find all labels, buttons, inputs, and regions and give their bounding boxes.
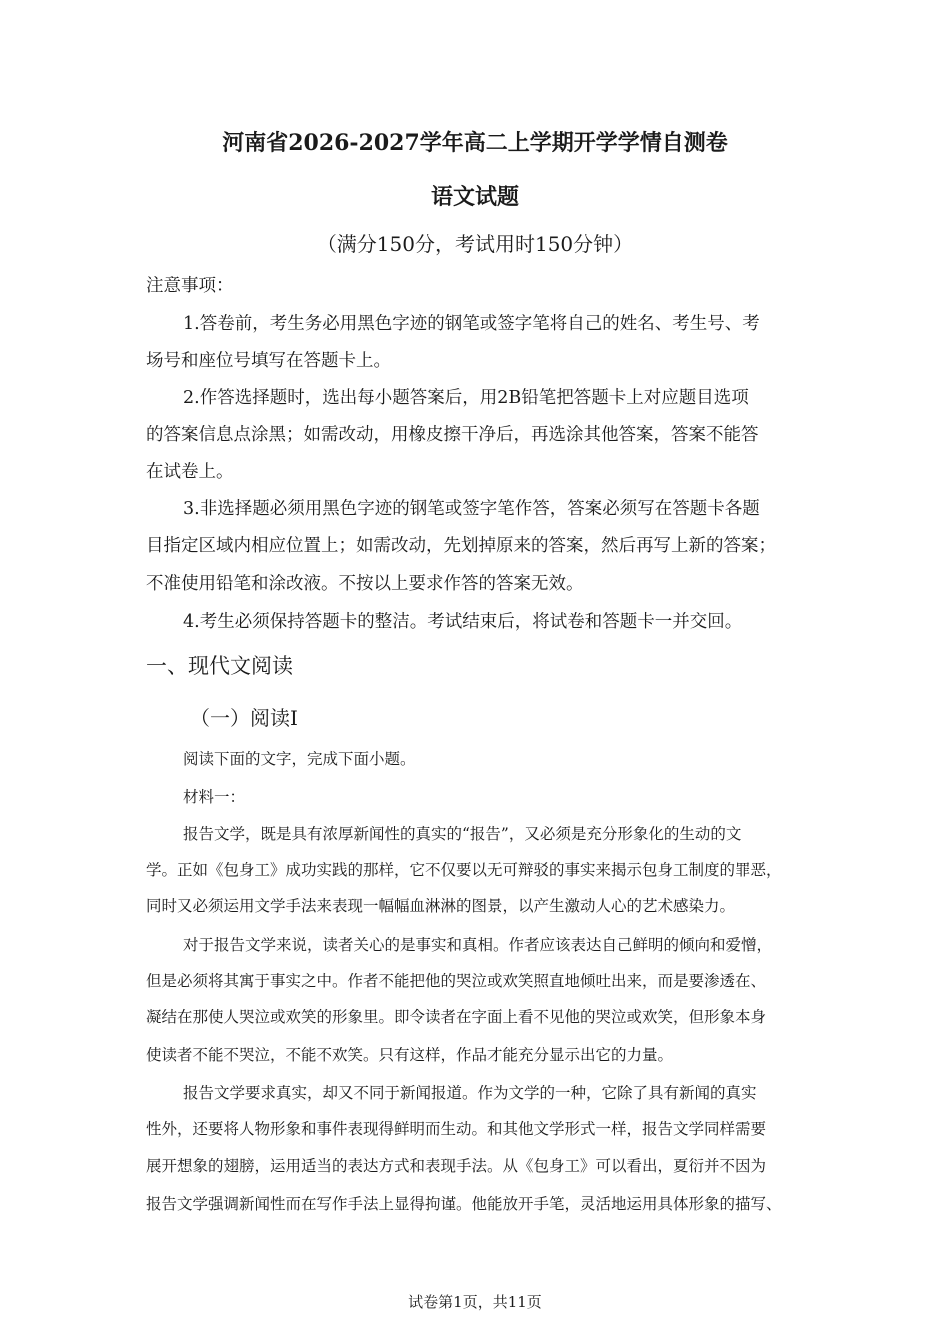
body-line: 报告文学强调新闻性而在写作手法上显得拘谨。他能放开手笔，灵活地运用具体形象的描写、	[146, 1195, 782, 1213]
notice-line: 4.考生必须保持答题卡的整洁。考试结束后，将试卷和答题卡一并交回。	[183, 612, 743, 632]
notice-line: 2.作答选择题时，选出每小题答案后，用2B铅笔把答题卡上对应题目选项	[183, 388, 749, 408]
body-line: 使读者不能不哭泣，不能不欢笑。只有这样，作品才能充分显示出它的力量。	[146, 1046, 674, 1064]
notice-line: 3.非选择题必须用黑色字迹的钢笔或签字笔作答，答案必须写在答题卡各题	[183, 499, 760, 519]
body-line: 凝结在那使人哭泣或欢笑的形象里。即令读者在字面上看不见他的哭泣或欢笑，但形象本身	[146, 1008, 767, 1026]
page-footer: 试卷第1页，共11页	[408, 1293, 542, 1311]
body-line: 但是必须将其寓于事实之中。作者不能把他的哭泣或欢笑照直地倾吐出来，而是要渗透在、	[146, 972, 767, 990]
body-line: 展开想象的翅膀，运用适当的表达方式和表现手法。从《包身工》可以看出，夏衍并不因为	[146, 1157, 767, 1175]
reading-instruction: 阅读下面的文字，完成下面小题。	[183, 750, 416, 768]
body-line: 对于报告文学来说，读者关心的是事实和真相。作者应该表达自己鲜明的倾向和爱憎，	[183, 936, 773, 954]
body-line: 报告文学要求真实，却又不同于新闻报道。作为文学的一种，它除了具有新闻的真实	[183, 1084, 757, 1102]
exam-title: 河南省2026-2027学年高二上学期开学学情自测卷	[222, 130, 728, 156]
section-heading: 一、现代文阅读	[146, 654, 293, 678]
notice-line: 的答案信息点涂黑；如需改动，用橡皮擦干净后，再选涂其他答案，答案不能答	[146, 425, 759, 445]
notice-heading: 注意事项：	[146, 276, 234, 296]
notice-line: 1.答卷前，考生务必用黑色字迹的钢笔或签字笔将自己的姓名、考生号、考	[183, 314, 760, 334]
material-label: 材料一：	[183, 788, 246, 806]
notice-line: 在试卷上。	[146, 462, 234, 482]
body-line: 同时又必须运用文学手法来表现一幅幅血淋淋的图景，以产生激动人心的艺术感染力。	[146, 897, 736, 915]
body-line: 学。正如《包身工》成功实践的那样，它不仅要以无可辩驳的事实来揭示包身工制度的罪恶，	[146, 861, 782, 879]
notice-line: 目指定区域内相应位置上；如需改动，先划掉原来的答案，然后再写上新的答案；	[146, 536, 776, 556]
body-line: 性外，还要将人物形象和事件表现得鲜明而生动。和其他文学形式一样，报告文学同样需要	[146, 1120, 767, 1138]
subject-title: 语文试题	[430, 184, 519, 210]
body-line: 报告文学，既是具有浓厚新闻性的真实的“报告”，又必须是充分形象化的生动的文	[183, 825, 742, 843]
subsection-heading: （一）阅读Ⅰ	[190, 706, 298, 730]
notice-line: 场号和座位号填写在答题卡上。	[146, 351, 391, 371]
exam-info: （满分150分，考试用时150分钟）	[316, 232, 634, 256]
notice-line: 不准使用铅笔和涂改液。不按以上要求作答的答案无效。	[146, 574, 584, 594]
